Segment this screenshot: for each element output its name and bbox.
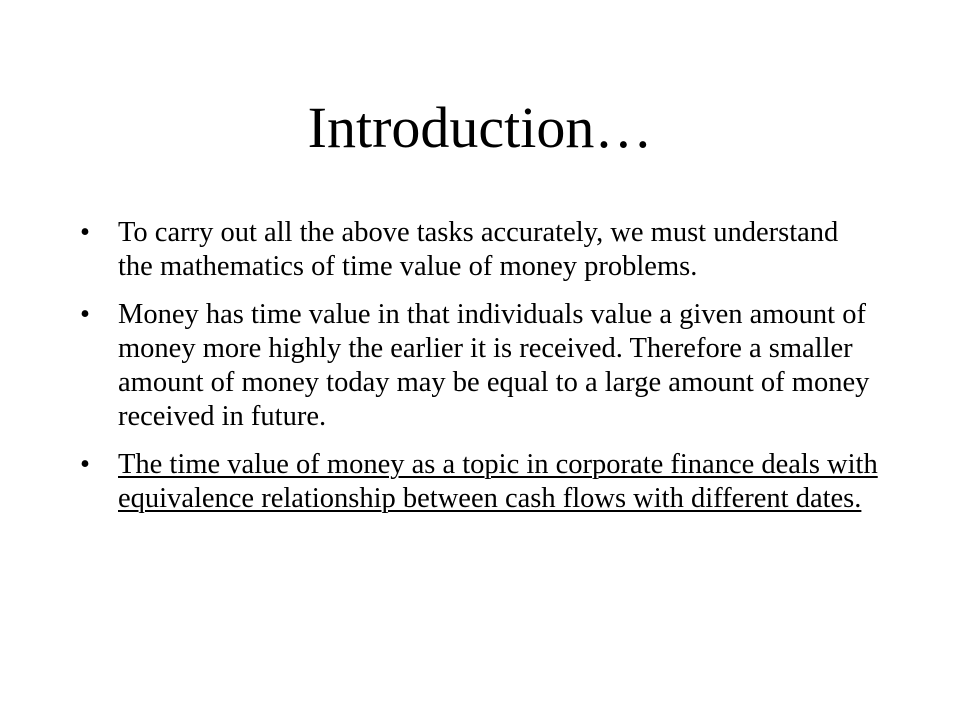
bullet-text-3: The time value of money as a topic in corporate finance deals with equivalence relationship between cash flows with different dates.: [118, 449, 878, 514]
bullet-item-1: [80, 216, 880, 284]
slide-title: Introduction…: [307, 95, 653, 160]
bullet-marker: •: [80, 449, 90, 480]
bullet-marker: •: [80, 217, 90, 248]
bullet-text-2: Money has time value in that individuals value a given amount of money more highly the earlier it is received. Therefore a smaller amount of money today may be equal to a large amount of money received in future.: [118, 299, 870, 432]
bullet-marker: •: [80, 299, 90, 330]
bullet-item-3: [80, 448, 880, 516]
bullet-item-2: [80, 298, 880, 434]
bullet-text-1: To carry out all the above tasks accurately, we must understand the mathematics of time value of money problems.: [118, 217, 839, 282]
bullet-list: [80, 216, 880, 530]
